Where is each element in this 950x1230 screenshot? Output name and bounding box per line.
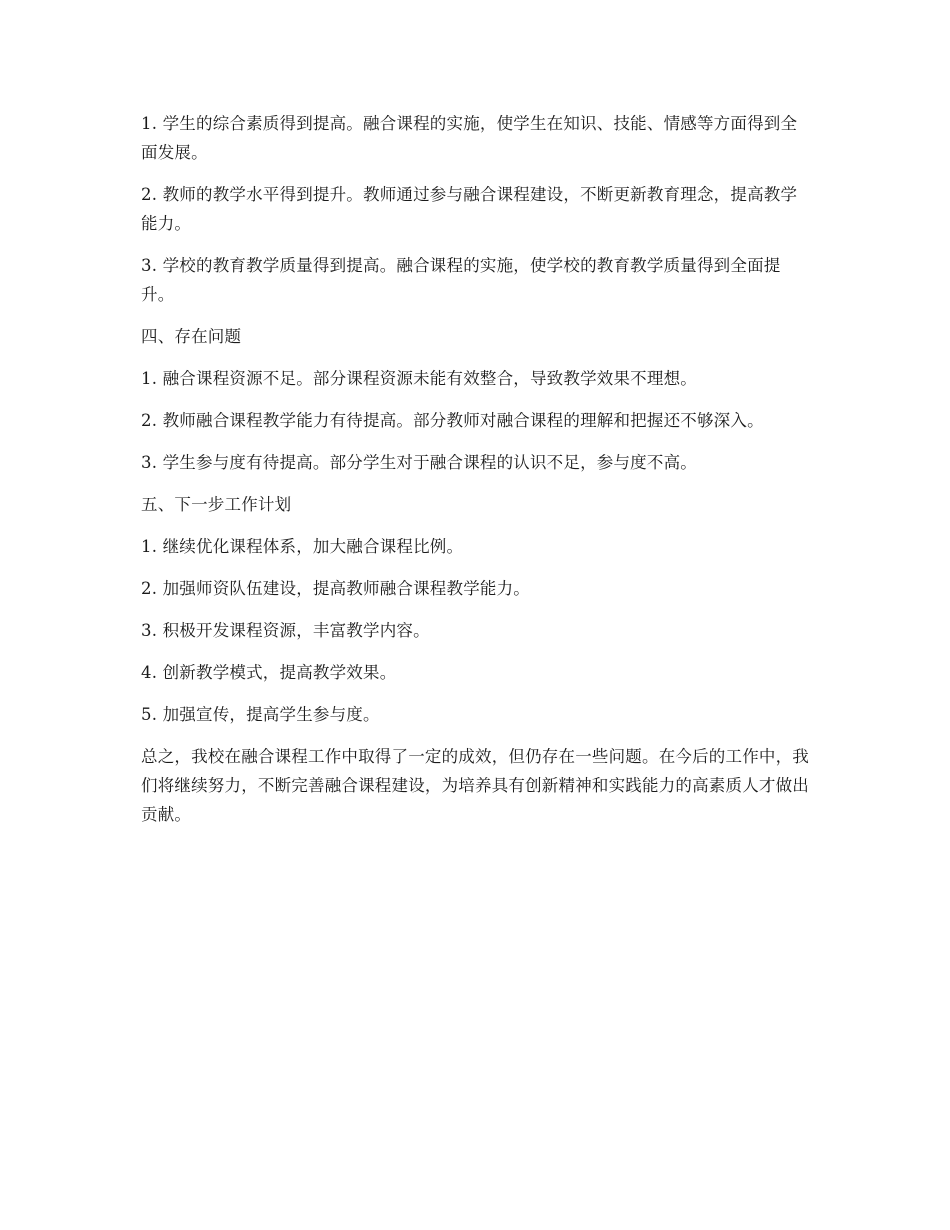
achievement-item-2: 2. 教师的教学水平得到提升。教师通过参与融合课程建设，不断更新教育理念，提高教学能力。 bbox=[141, 185, 798, 233]
problem-item-1: 1. 融合课程资源不足。部分课程资源未能有效整合，导致教学效果不理想。 bbox=[141, 369, 697, 388]
plan-item-4: 4. 创新教学模式，提高教学效果。 bbox=[141, 663, 397, 682]
achievement-item-1: 1. 学生的综合素质得到提高。融合课程的实施，使学生在知识、技能、情感等方面得到全面发展。 bbox=[141, 114, 798, 162]
document-page bbox=[141, 109, 813, 842]
problem-item-3: 3. 学生参与度有待提高。部分学生对于融合课程的认识不足，参与度不高。 bbox=[141, 453, 697, 472]
plan-item-2: 2. 加强师资队伍建设，提高教师融合课程教学能力。 bbox=[141, 579, 530, 598]
problem-item-2: 2. 教师融合课程教学能力有待提高。部分教师对融合课程的理解和把握还不够深入。 bbox=[141, 411, 764, 430]
conclusion-paragraph: 总之，我校在融合课程工作中取得了一定的成效，但仍存在一些问题。在今后的工作中，我们将继续努力，不断完善融合课程建设，为培养具有创新精神和实践能力的高素质人才做出贡献。 bbox=[141, 747, 809, 824]
achievement-item-3: 3. 学校的教育教学质量得到提高。融合课程的实施，使学校的教育教学质量得到全面提升。 bbox=[141, 256, 781, 304]
plan-item-5: 5. 加强宣传，提高学生参与度。 bbox=[141, 705, 380, 724]
plan-item-3: 3. 积极开发课程资源，丰富教学内容。 bbox=[141, 621, 430, 640]
plan-item-1: 1. 继续优化课程体系，加大融合课程比例。 bbox=[141, 537, 464, 556]
section-heading-problems: 四、存在问题 bbox=[141, 327, 242, 346]
section-heading-next-plan: 五、下一步工作计划 bbox=[141, 495, 292, 514]
